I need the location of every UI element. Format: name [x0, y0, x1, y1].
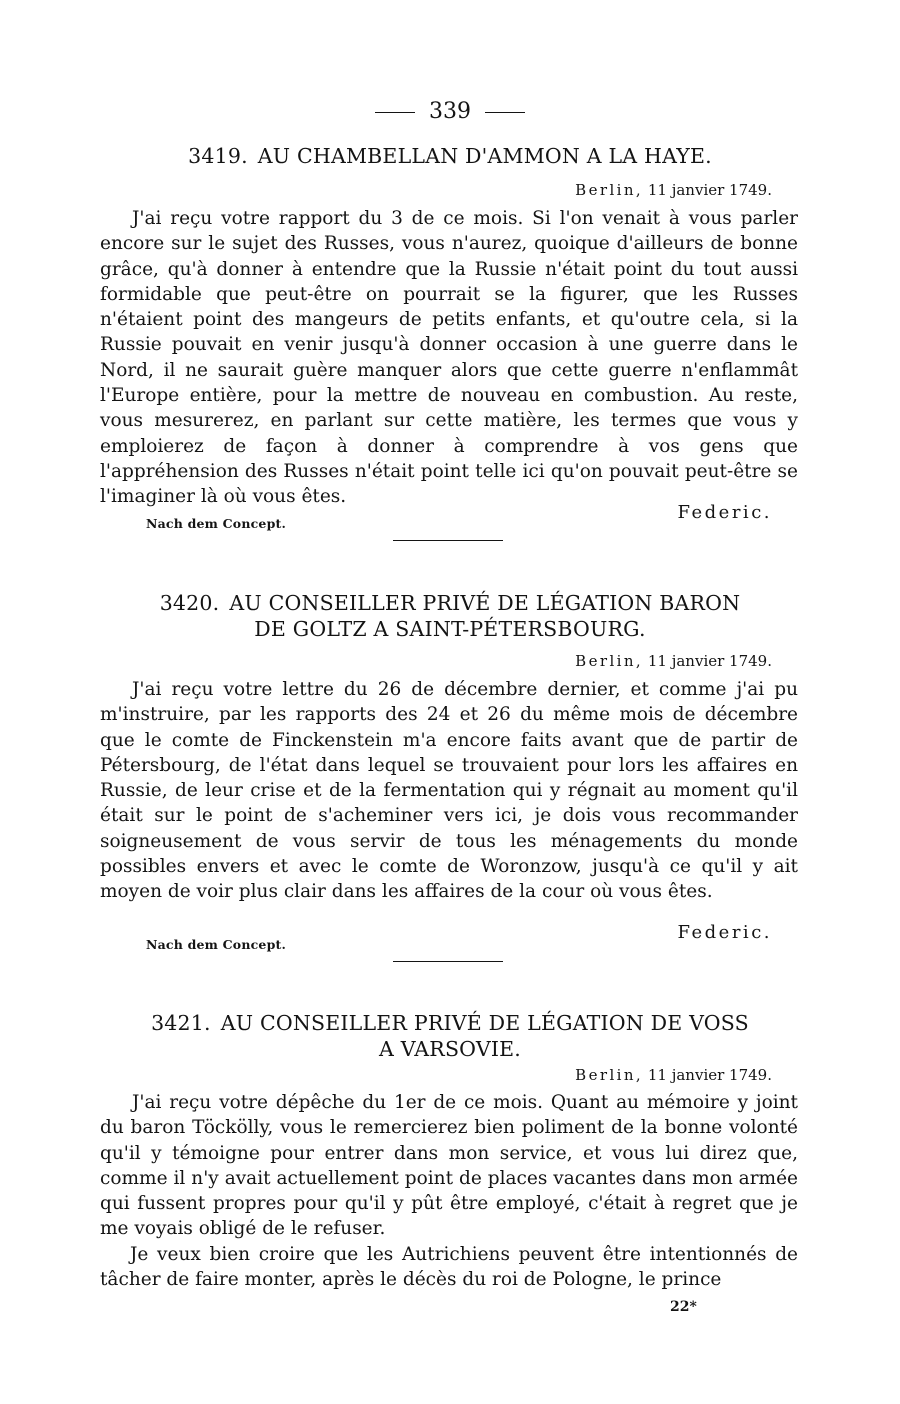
letter-number: 3419.: [188, 144, 248, 168]
letter-number: 3421.: [151, 1011, 211, 1035]
letter-title-line: 3421. AU CONSEILLER PRIVÉ DE LÉGATION DE VOSS: [151, 1011, 749, 1035]
letter-heading: [100, 143, 800, 169]
letter-source-note: Nach dem Concept.: [146, 937, 287, 952]
letter-body: [100, 677, 798, 905]
page-number: 339: [0, 98, 900, 126]
letter-dateline: [100, 180, 772, 200]
letter-paragraph: J'ai reçu votre lettre du 26 de décembre dernier, et comme j'ai pu m'instruire, par les rapports des 24 et 26 du même mois de décembre que le comte de Finckenstein m'a encore faits avant que de partir de Pétersbourg, de l'état dans lequel se trouvaient pour lors les affaires en Russie, de leur crise et de la fermentation qui y régnait au moment qu'il était sur le point de s'acheminer vers ici, je dois vous recommander soigneusement de vous servir de tous les ménagements du monde possibles envers et avec le comte de Woronzow, jusqu'à ce qu'il y ait moyen de voir plus clair dans les affaires de la cour où vous êtes.: [100, 679, 798, 903]
letter-source-note: Nach dem Concept.: [146, 516, 287, 531]
letter-dateline: [100, 1065, 772, 1085]
section-divider: [393, 540, 503, 541]
letter-place: Berlin,: [575, 1066, 644, 1084]
letter-signature: Federic.: [677, 922, 772, 943]
letter-paragraph: Je veux bien croire que les Autrichiens peuvent être intentionnés de tâcher de faire monter, après le décès du roi de Pologne, le prince: [100, 1243, 798, 1291]
letter-title-line: 3420. AU CONSEILLER PRIVÉ DE LÉGATION BARON: [159, 591, 741, 615]
letter-heading: [100, 1010, 800, 1062]
letter-body: [100, 206, 798, 510]
letter-signature: Federic.: [677, 502, 772, 523]
sheet-signature: 22*: [670, 1299, 697, 1315]
letter-title-line: 3419. AU CHAMBELLAN D'AMMON A LA HAYE.: [188, 144, 712, 168]
letter-paragraph: J'ai reçu votre dépêche du 1er de ce mois. Quant au mémoire y joint du baron Töckölly, vous le remercierez bien poliment de la bonne volonté qu'il y témoigne pour entrer dans mon service, et vous lui direz que, comme il n'y avait actuellement point de places vacantes dans mon armée qui fussent propres pour qu'il y pût être employé, c'était à regret que je me voyais obligé de le refuser.: [100, 1092, 798, 1240]
letter-heading: [100, 590, 800, 642]
letter-place: Berlin,: [575, 652, 644, 670]
letter-date: 11 janvier 1749.: [647, 1066, 772, 1084]
letter-dateline: [100, 651, 772, 671]
page-number-dash-right: [485, 112, 525, 113]
letter-date: 11 janvier 1749.: [647, 181, 772, 199]
letter-title-line: A VARSOVIE.: [378, 1037, 522, 1061]
page-number-dash-left: [375, 112, 415, 113]
letter-body: [100, 1090, 798, 1292]
letter-title-line: DE GOLTZ A SAINT-PÉTERSBOURG.: [254, 617, 646, 641]
letter-number: 3420.: [159, 591, 220, 615]
letter-place: Berlin,: [575, 181, 644, 199]
letter-date: 11 janvier 1749.: [647, 652, 772, 670]
section-divider: [393, 961, 503, 962]
letter-paragraph: J'ai reçu votre rapport du 3 de ce mois. Si l'on venait à vous parler encore sur le sujet des Russes, vous n'aurez, quoique d'ailleurs de bonne grâce, qu'à donner à entendre que la Russie n'était point du tout aussi formidable que peut-être on pourrait se la figurer, que les Russes n'étaient point des mangeurs de petits enfants, et qu'outre cela, si la Russie pouvait en venir jusqu'à donner occasion à une guerre dans le Nord, il ne saurait guère manquer alors que cette guerre n'enflammât l'Europe entière, pour la mettre de nouveau en combustion. Au reste, vous mesurerez, en parlant sur cette matière, les termes que vous y emploierez de façon à donner à comprendre à vos gens que l'appréhension des Russes n'était point telle ici qu'on pouvait peut-être se l'imaginer là où vous êtes.: [100, 208, 798, 508]
